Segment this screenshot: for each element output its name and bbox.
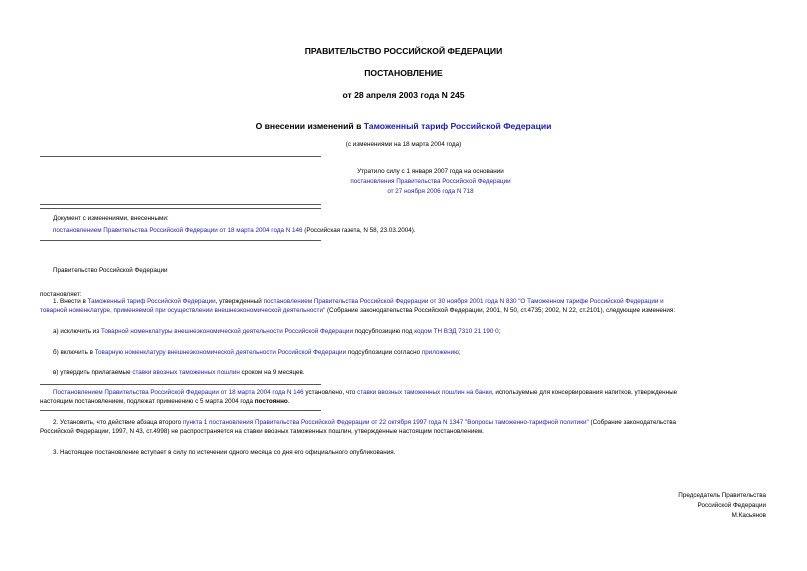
paragraph-1-cont: товарной номенклатуре, применяемой при осуществлении внешнеэкономической деятельности" (Собрание законодательства Российской Федерации, 2001, N 50, ст.4735; 2002, N 22, ст.2101), следующие изменения: [40,307,676,314]
paragraph-1: 1. Внести в Таможенный тариф Российской Федерации, утвержденный постановлением Правительства Российской Федерации от 30 ноября 2001 года N 830 "О Таможенном тарифе Российской Федерации и [53,298,664,305]
expiry-link-2[interactable]: от 27 ноября 2006 года N 718 [387,188,474,195]
signature-country: Российской Федерации [697,502,766,509]
decree-1347-link[interactable]: пункта 1 постановления Правительства Российской Федерации от 22 октября 1997 года N 1347 "Вопросы таможенно-тарифной политики" [182,419,589,426]
nomenclature-link[interactable]: Товарной номенклатуры внешнеэкономической деятельности Российской Федерации [100,328,353,335]
divider [40,240,321,241]
document-date-number: от 28 апреля 2003 года N 245 [342,90,465,100]
title-link[interactable]: Таможенный тариф Российской Федерации [363,121,552,131]
expiry-line: Утратило силу с 1 января 2007 года на основании [357,168,504,175]
document-title [0,121,807,131]
change-note-cont: настоящим постановлением, подлежат применению с 5 марта 2004 года постоянно. [40,398,290,405]
changes-line: постановлением Правительства Российской Федерации от 18 марта 2004 года N 146 (Российская газета, N 58, 23.03.2004). [53,227,416,234]
expiry-link-1[interactable]: постановления Правительства Российской Федерации [350,178,511,185]
preamble-government: Правительство Российской Федерации [53,267,168,274]
appendix-link[interactable]: приложению [421,349,459,356]
item-a: а) исключить из Товарной номенклатуры внешнеэкономической деятельности Российской Федерации подсубпозицию под кодом ТН ВЭД 7310 21 190 0; [53,328,501,335]
divider [40,204,321,205]
nomenclature-link-2[interactable]: Товарную номенклатуру внешнеэкономической деятельности Российской Федерации [94,349,347,356]
item-b: б) включить в Товарную номенклатуру внешнеэкономической деятельности Российской Федерации подсубпозиции согласно приложению; [53,349,461,356]
paragraph-2-cont: Российской Федерации, 1997, N 43, ст.4998) не распространяется на ставки ввозных таможенных пошлин, утвержденные настоящим постановлением. [40,428,484,435]
cans-duty-link[interactable]: ставки ввозных таможенных пошлин на банки [357,389,492,396]
changes-link[interactable]: постановлением Правительства Российской Федерации от 18 марта 2004 года N 146 [53,227,303,234]
tn-ved-code-link[interactable]: кодом ТН ВЭД 7310 21 190 0 [414,328,499,335]
amended-note: (с изменениями на 18 марта 2004 года) [345,141,462,148]
signature-name: М.Касьянов [731,512,766,519]
decree-830-link[interactable]: постановлением Правительства Российской Федерации от 30 ноября 2001 года N 830 "О Таможенном тарифе Российской Федерации и [263,298,664,305]
customs-tariff-link[interactable]: Таможенный тариф Российской Федерации [87,298,216,305]
change-note: Постановлением Правительства Российской Федерации от 18 марта 2004 года N 146 установлено, что ставки ввозных таможенных пошлин на банки, используемые для консервирования напитков, утвержденные [53,389,678,396]
divider [40,208,321,209]
government-name: ПРАВИТЕЛЬСТВО РОССИЙСКОЙ ФЕДЕРАЦИИ [304,46,503,56]
divider [40,384,321,385]
title-prefix: О внесении изменений в [255,121,364,131]
changes-label: Документ с изменениями, внесенными: [53,215,169,222]
paragraph-3: 3. Настоящее постановление вступает в силу по истечении одного месяца со дня его официального опубликования. [53,449,396,456]
paragraph-2: 2. Установить, что действие абзаца второго пункта 1 постановления Правительства Российской Федерации от 22 октября 1997 года N 1347 "Вопросы таможенно-тарифной политики" (Собрание законодательства [53,419,676,426]
divider [40,156,321,157]
item-v: в) утвердить прилагаемые ставки ввозных таможенных пошлин сроком на 9 месяцев. [53,369,305,376]
divider [40,410,321,411]
signature-position: Председатель Правительства [678,492,766,499]
decree-146-link[interactable]: Постановлением Правительства Российской Федерации от 18 марта 2004 года N 146 [53,389,304,396]
duty-rates-link[interactable]: ставки ввозных таможенных пошлин [132,369,240,376]
document-type: ПОСТАНОВЛЕНИЕ [364,68,443,78]
decree-830-link-cont[interactable]: товарной номенклатуре, применяемой при осуществлении внешнеэкономической деятельности" [40,307,326,314]
preamble-decrees: постановляет: [40,291,82,298]
